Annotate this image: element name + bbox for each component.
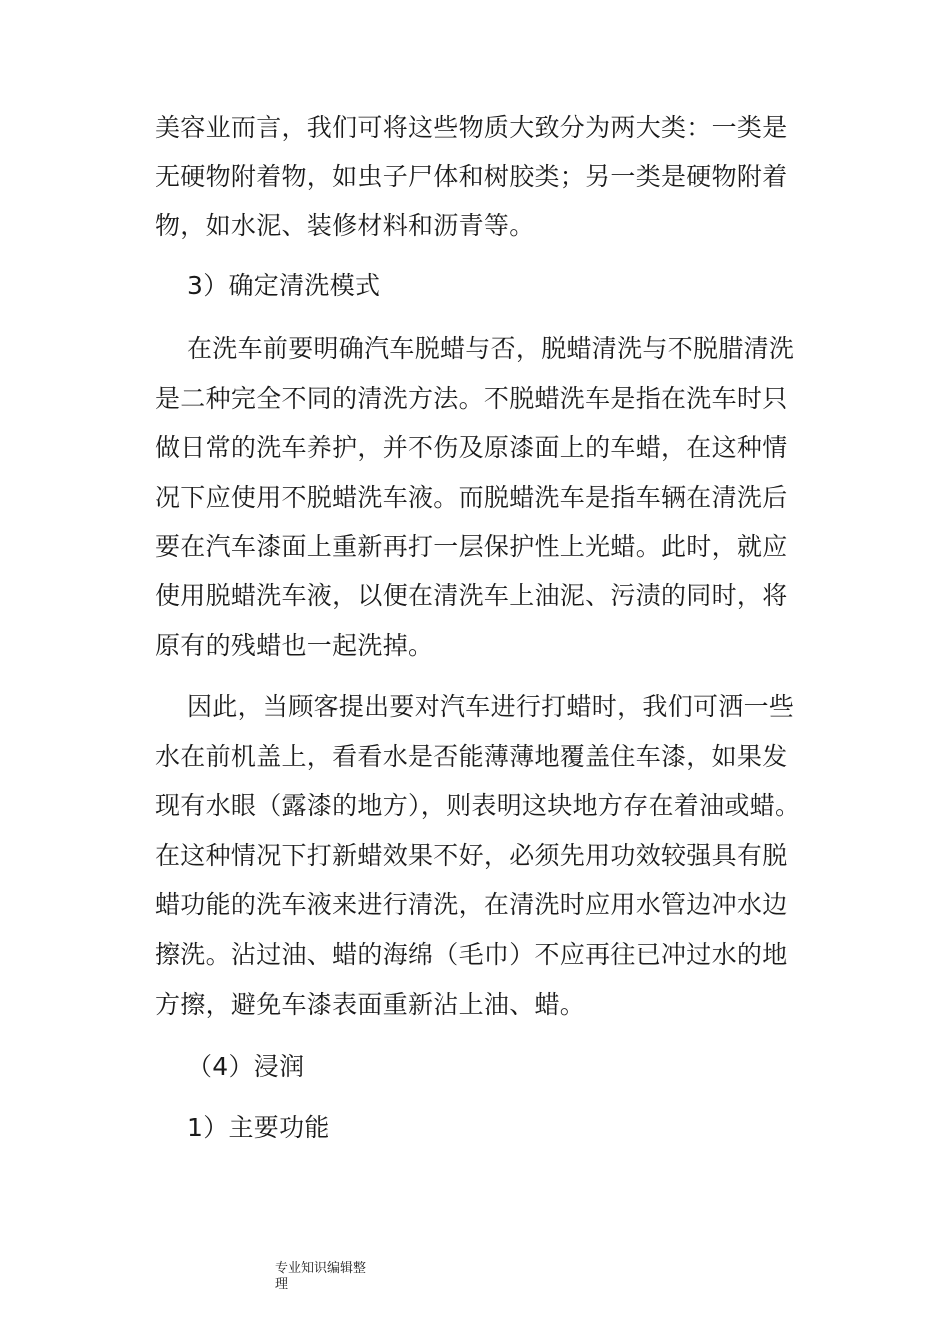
section-heading-main-functions: 1）主要功能 [187,1113,330,1142]
paragraph-3-line-7: 方擦，避免车漆表面重新沾上油、蜡。 [155,990,586,1019]
paragraph-3-line-2: 水在前机盖上，看看水是否能薄薄地覆盖住车漆，如果发 [155,742,788,771]
paragraph-2-line-2: 是二种完全不同的清洗方法。不脱蜡洗车是指在洗车时只 [155,384,788,413]
footer-text-line-1: 专业知识编辑整 [275,1261,367,1276]
paragraph-2-line-5: 要在汽车漆面上重新再打一层保护性上光蜡。此时，就应 [155,532,788,561]
paragraph-2-line-6: 使用脱蜡洗车液，以便在清洗车上油泥、污渍的同时，将 [155,581,788,610]
paragraph-1-line-1: 美容业而言，我们可将这些物质大致分为两大类：一类是 [155,113,788,142]
paragraph-3-line-5: 蜡功能的洗车液来进行清洗，在清洗时应用水管边冲水边 [155,890,788,919]
paragraph-3-line-6: 擦洗。沾过油、蜡的海绵（毛巾）不应再往已冲过水的地 [155,940,788,969]
paragraph-2-line-1: 在洗车前要明确汽车脱蜡与否，脱蜡清洗与不脱腊清洗 [187,334,795,363]
section-heading-determine-cleaning-mode: 3）确定清洗模式 [187,271,381,300]
footer-text-line-2: 理 [275,1277,289,1292]
paragraph-3-line-3: 现有水眼（露漆的地方），则表明这块地方存在着油或蜡。 [155,791,801,820]
paragraph-3-line-4: 在这种情况下打新蜡效果不好，必须先用功效较强具有脱 [155,841,788,870]
paragraph-2-line-3: 做日常的洗车养护，并不伤及原漆面上的车蜡，在这种情 [155,433,788,462]
paragraph-2-line-7: 原有的残蜡也一起洗掉。 [155,631,434,660]
paragraph-1-line-3: 物，如水泥、装修材料和沥青等。 [155,211,535,240]
section-heading-soaking: （4）浸润 [187,1052,305,1081]
paragraph-2-line-4: 况下应使用不脱蜡洗车液。而脱蜡洗车是指车辆在清洗后 [155,483,788,512]
paragraph-3-line-1: 因此，当顾客提出要对汽车进行打蜡时，我们可洒一些 [187,692,795,721]
paragraph-1-line-2: 无硬物附着物，如虫子尸体和树胶类；另一类是硬物附着 [155,162,788,191]
